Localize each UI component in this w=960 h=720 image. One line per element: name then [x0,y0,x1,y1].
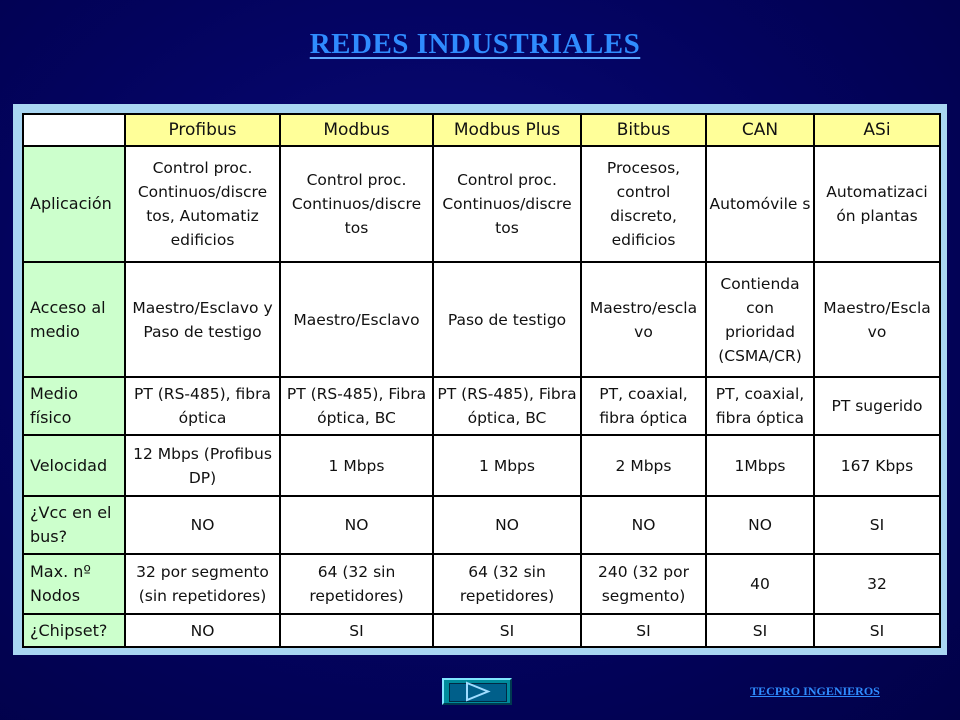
table-cell: PT sugerido [814,377,940,435]
row-label: Acceso al medio [23,262,125,377]
table-cell: Maestro/Esclavo [280,262,433,377]
table-cell: SI [433,614,581,647]
table-cell: PT (RS-485), fibra óptica [125,377,280,435]
table-row [23,496,940,554]
table-cell: NO [280,496,433,554]
table-cell: Maestro/Esclavo y Paso de testigo [125,262,280,377]
slide-title: REDES INDUSTRIALES [309,28,641,60]
table-cell: Control proc. Continuos/discre tos [280,146,433,262]
table-cell: Control proc. Continuos/discre tos, Automatiz edificios [125,146,280,262]
table-cell: Maestro/Escla vo [814,262,940,377]
table-row [23,614,940,647]
column-header: CAN [706,114,814,146]
table-cell: 32 por segmento (sin repetidores) [125,554,280,614]
table-cell: 12 Mbps (Profibus DP) [125,435,280,496]
table-cell: NO [706,496,814,554]
table-cell: 32 [814,554,940,614]
table-row [23,554,940,614]
table-cell: SI [280,614,433,647]
column-header: Modbus Plus [433,114,581,146]
row-label: Max. nº Nodos [23,554,125,614]
table-cell: 1Mbps [706,435,814,496]
table-cell: NO [581,496,706,554]
table-cell: 40 [706,554,814,614]
table-cell: 64 (32 sin repetidores) [433,554,581,614]
next-arrow-icon [463,681,493,702]
table-cell: SI [581,614,706,647]
table-cell: PT, coaxial, fibra óptica [581,377,706,435]
table-row [23,377,940,435]
column-header: Bitbus [581,114,706,146]
table-cell: 1 Mbps [433,435,581,496]
row-label: Velocidad [23,435,125,496]
row-label: Medio físico [23,377,125,435]
footer-brand: TECPRO INGENIEROS [750,684,880,698]
table-cell: 240 (32 por segmento) [581,554,706,614]
table-cell: Control proc. Continuos/discre tos [433,146,581,262]
comparison-table [22,113,941,648]
table-cell: NO [125,614,280,647]
table-cell: Paso de testigo [433,262,581,377]
table-cell: PT (RS-485), Fibra óptica, BC [433,377,581,435]
table-cell: 2 Mbps [581,435,706,496]
column-header: Modbus [280,114,433,146]
table-row [23,435,940,496]
table-row [23,146,940,262]
table-cell: NO [125,496,280,554]
header-corner-cell [23,114,125,146]
table-cell: PT (RS-485), Fibra óptica, BC [280,377,433,435]
table-cell: Contienda con prioridad (CSMA/CR) [706,262,814,377]
table-cell: 1 Mbps [280,435,433,496]
table-cell: 64 (32 sin repetidores) [280,554,433,614]
table-header-row [23,114,940,146]
column-header: ASi [814,114,940,146]
table-cell: Automatizaci ón plantas [814,146,940,262]
table-cell: 167 Kbps [814,435,940,496]
table-cell: PT, coaxial, fibra óptica [706,377,814,435]
table-cell: SI [814,496,940,554]
row-label: ¿Vcc en el bus? [23,496,125,554]
column-header: Profibus [125,114,280,146]
next-slide-button[interactable] [442,678,512,705]
row-label: ¿Chipset? [23,614,125,647]
table-row [23,262,940,377]
comparison-table-frame [13,104,947,655]
table-cell: Maestro/escla vo [581,262,706,377]
table-cell: Procesos, control discreto, edificios [581,146,706,262]
table-cell: NO [433,496,581,554]
table-cell: Automóvile s [706,146,814,262]
table-cell: SI [706,614,814,647]
row-label: Aplicación [23,146,125,262]
table-cell: SI [814,614,940,647]
